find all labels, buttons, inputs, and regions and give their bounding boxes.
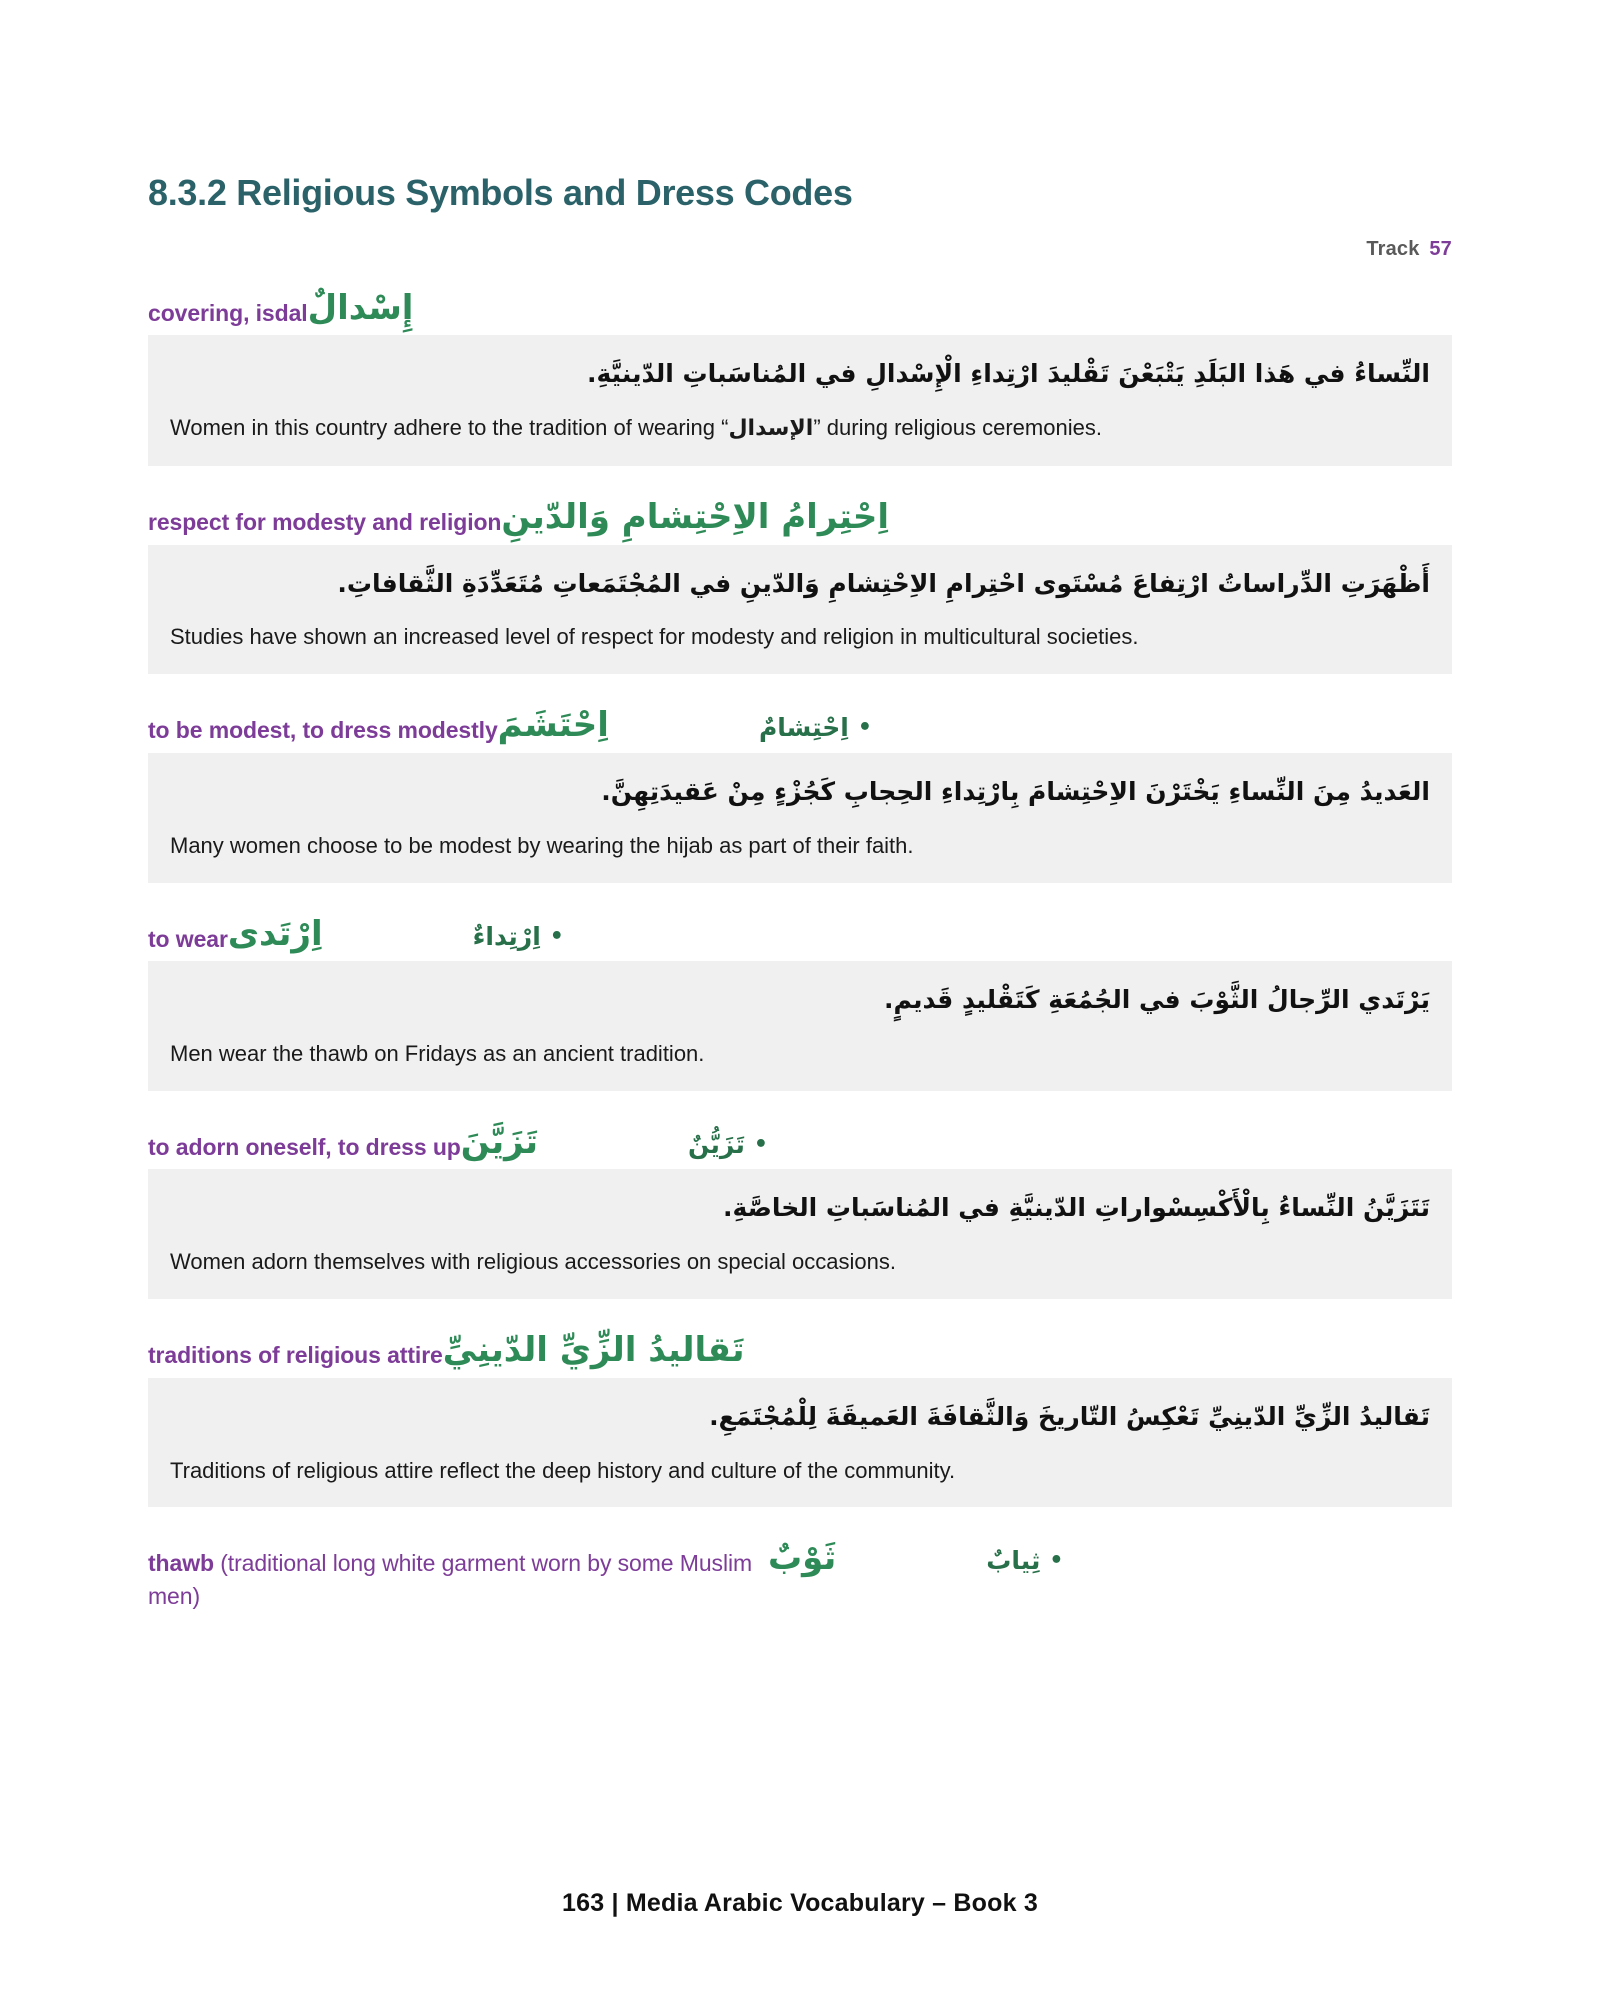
example-arabic: تَتَزَيَّنُ النِّساءُ بِالْأَكْسِسْواراتِ الدّينيَّةِ في المُناسَباتِ الخاصَّةِ.: [723, 1193, 1430, 1223]
entry-plural-text: اِرْتِداءٌ: [472, 921, 541, 951]
entry-meaning: to adorn oneself, to dress up: [148, 1133, 461, 1160]
example-english-part1: Women in this country adhere to the tradition of wearing “: [170, 415, 729, 441]
example-english: Women adorn themselves with religious accessories on special occasions.: [170, 1249, 896, 1275]
entry-arabic-group: [768, 1537, 1452, 1580]
bullet-icon: •: [1049, 1548, 1064, 1574]
entry-plural: [473, 921, 564, 952]
entry-headword: إِسْدالٌ: [307, 287, 414, 328]
entry-arabic-group: [498, 704, 1452, 747]
entry-arabic-group: [308, 287, 1452, 330]
entry-plural-text: اِحْتِشامٌ: [758, 713, 849, 743]
entry-plural: [759, 712, 872, 743]
entry-arabic-group: [501, 496, 1452, 539]
entry-headword: اِحْتَشَمَ: [497, 705, 609, 746]
entry-plural-text: تَزَيُّنٌ: [688, 1129, 745, 1159]
example-english: Studies have shown an increased level of respect for modesty and religion in multicultural societies.: [170, 624, 1139, 650]
entry-arabic-group: [228, 913, 1452, 956]
entry-header: [148, 1537, 1452, 1612]
example-arabic: النِّساءُ في هَذا البَلَدِ يَتْبَعْنَ تَقْليدَ ارْتِداءِ الْإِسْدالِ في المُناسَباتِ الدّينيَّةِ.: [587, 359, 1430, 389]
entry-header: [148, 1121, 1452, 1170]
entry-header: [148, 704, 1452, 753]
example-english-part2: ” during religious ceremonies.: [813, 415, 1102, 441]
entry-headword: اِرْتَدى: [227, 913, 323, 954]
vocabulary-entry: [148, 496, 1452, 674]
entry-plural-text: ثِيابٌ: [986, 1546, 1041, 1576]
example-arabic: تَقاليدُ الزِّيِّ الدّينِيِّ تَعْكِسُ التّاريخَ وَالثَّقافَةَ العَميقَةَ لِلْمُجْتَمَعِ.: [709, 1401, 1430, 1431]
vocabulary-entry: [148, 287, 1452, 466]
entry-headword: اِحْتِرامُ الاِحْتِشامِ وَالدّينِ: [501, 496, 890, 537]
bullet-icon: •: [753, 1131, 768, 1157]
page-footer: 163 | Media Arabic Vocabulary – Book 3: [562, 1889, 1038, 1917]
example-english: Men wear the thawb on Fridays as an ancient tradition.: [170, 1040, 705, 1066]
example-arabic: العَديدُ مِنَ النِّساءِ يَخْتَرْنَ الاِحْتِشامَ بِارْتِداءِ الحِجابِ كَجُزْءٍ مِنْ عَقيدَتِهِنَّ.: [601, 776, 1430, 806]
entry-meaning: respect for modesty and religion: [148, 508, 502, 535]
example-box: [148, 335, 1452, 466]
vocabulary-entry: [148, 1537, 1452, 1612]
example-arabic: يَرْتَدي الرِّجالُ الثَّوْبَ في الجُمُعَةِ كَتَقْليدٍ قَديمٍ.: [883, 985, 1430, 1015]
track-number: 57: [1429, 237, 1452, 260]
entry-header: [148, 287, 1452, 336]
vocabulary-entry-list: [148, 287, 1452, 1613]
entry-header: [148, 496, 1452, 545]
example-box: [148, 1378, 1452, 1508]
entry-plural: [986, 1545, 1063, 1576]
entry-headword: ثَوْبٌ: [768, 1538, 837, 1579]
entry-meaning: to wear: [148, 925, 228, 952]
track-indicator: [148, 238, 1452, 261]
entry-meaning: to be modest, to dress modestly: [148, 717, 498, 744]
vocabulary-entry: [148, 1121, 1452, 1299]
entry-headword: تَزَيَّنَ: [460, 1121, 539, 1162]
entry-headword: تَقاليدُ الزِّيِّ الدّينِيِّ: [442, 1330, 745, 1371]
track-label: Track: [1366, 237, 1420, 260]
bullet-icon: •: [549, 923, 564, 949]
entry-meaning: covering, isdal: [148, 299, 308, 326]
example-box: [148, 545, 1452, 675]
example-english: [170, 408, 1430, 447]
vocabulary-entry: [148, 704, 1452, 882]
entry-meaning: traditions of religious attire: [148, 1342, 443, 1369]
example-english: Traditions of religious attire reflect the deep history and culture of the community.: [170, 1457, 956, 1483]
vocabulary-entry: [148, 913, 1452, 1091]
entry-header: [148, 1329, 1452, 1378]
entry-plural: [688, 1129, 768, 1160]
example-box: [148, 961, 1452, 1091]
entry-arabic-group: [461, 1121, 1452, 1164]
example-box: [148, 753, 1452, 883]
page-title: 8.3.2 Religious Symbols and Dress Codes: [148, 172, 853, 214]
entry-meaning-term: thawb: [148, 1550, 221, 1577]
entry-meaning: [148, 1537, 768, 1612]
example-box: [148, 1169, 1452, 1299]
bullet-icon: •: [857, 715, 872, 741]
entry-meaning-note: (traditional long white garment worn by some Muslim men): [148, 1550, 753, 1610]
example-english-arabic-term: الإسدال: [728, 416, 814, 442]
entry-header: [148, 913, 1452, 962]
entry-arabic-group: [443, 1329, 1452, 1372]
example-arabic: أَظْهَرَتِ الدِّراساتُ ارْتِفاعَ مُسْتَوى احْتِرامِ الاِحْتِشامِ وَالدّينِ في المُجْتَمَعاتِ مُتَعَدِّدَةِ الثَّقافاتِ.: [337, 568, 1430, 598]
vocabulary-entry: [148, 1329, 1452, 1507]
example-english: Many women choose to be modest by wearing the hijab as part of their faith.: [170, 832, 914, 858]
